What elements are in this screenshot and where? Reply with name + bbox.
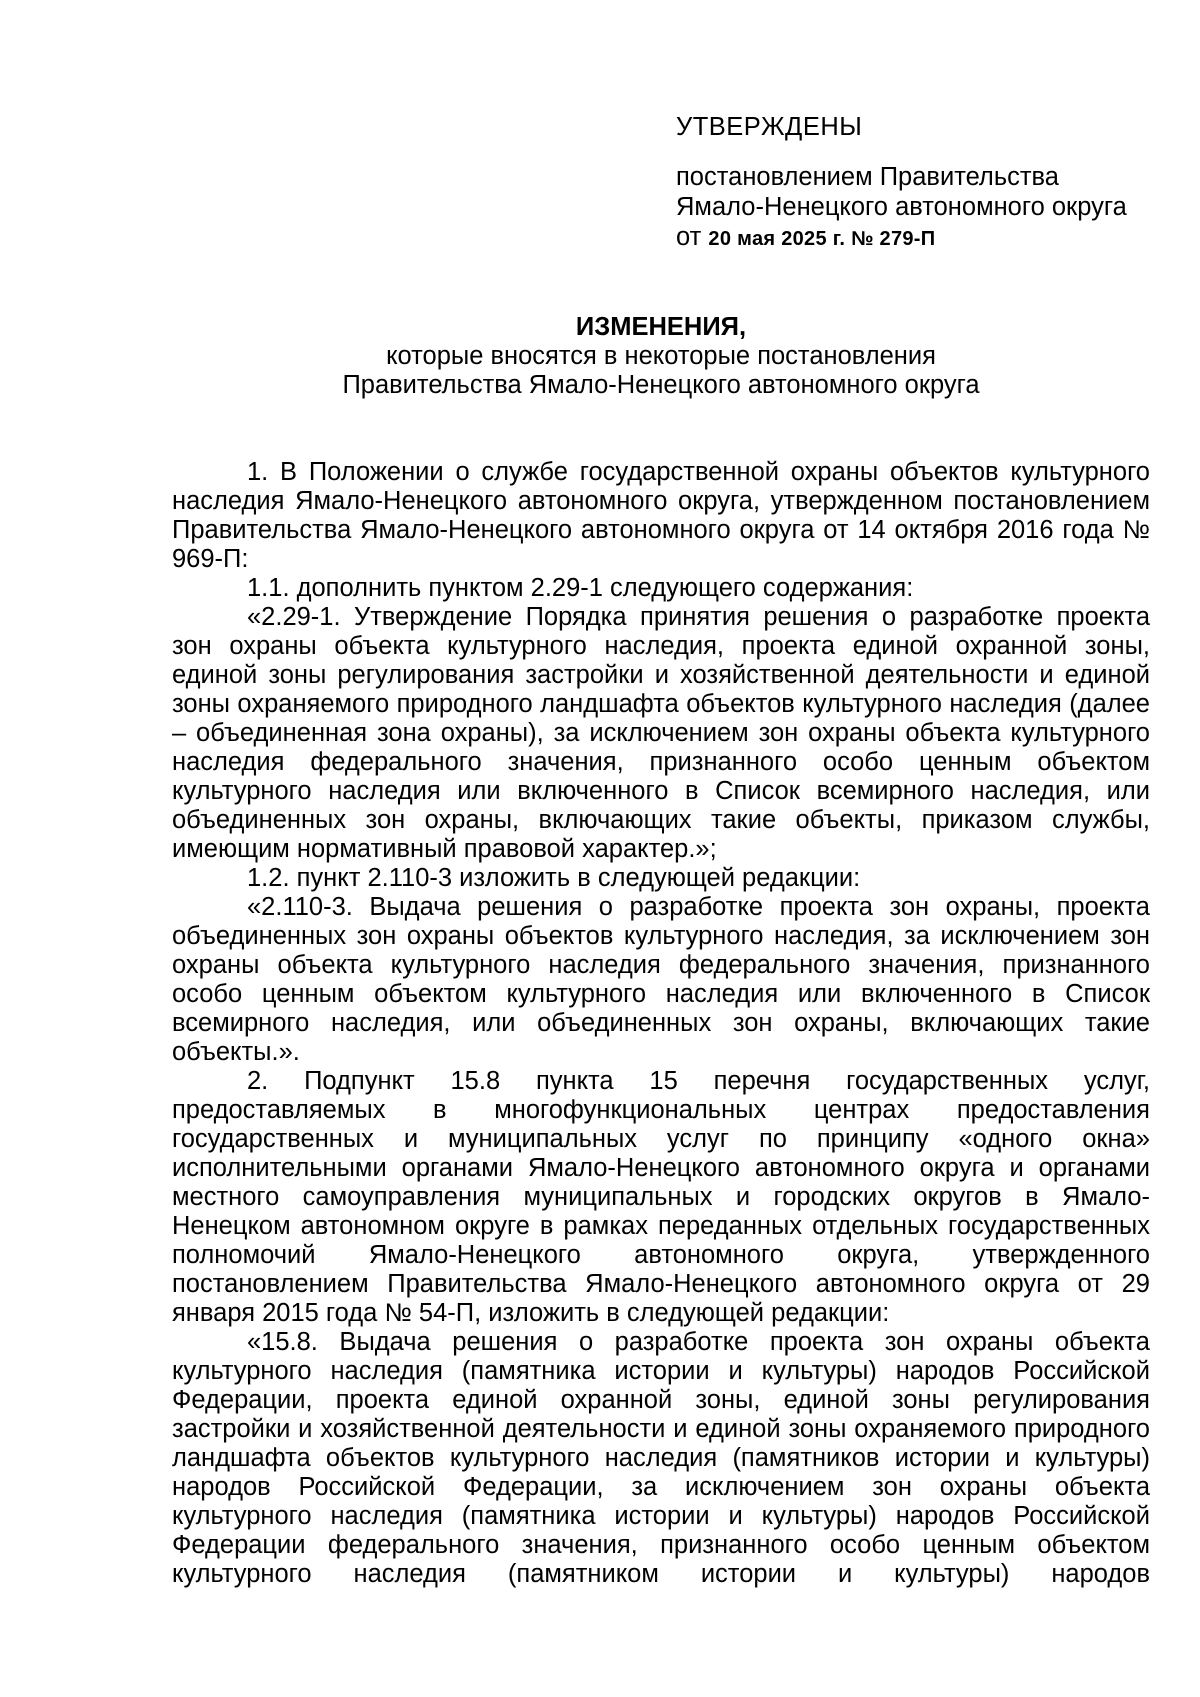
- approval-date-number: 20 мая 2025 г. № 279-П: [708, 228, 936, 250]
- approval-line-1: постановлением Правительства: [676, 163, 1059, 191]
- approval-block: [676, 112, 1176, 254]
- approval-line-2: Ямало-Ненецкого автономного округа: [676, 193, 1127, 221]
- approval-date-line: [676, 222, 1176, 254]
- approval-date-prefix: от: [676, 223, 702, 251]
- paragraph-1: 1. В Положении о службе государственной охраны объектов культурного наследия Ямало-Ненецкого автономного округа, утвержденном постановлением Правительства Ямало-Ненецкого автономного округа от 14 октября 2016 года № 969-П:: [172, 458, 1150, 573]
- document-heading: [172, 313, 1150, 400]
- paragraph-2: 2. Подпункт 15.8 пункта 15 перечня государственных услуг, предоставляемых в многофункциональных центрах предоставления государственных и муниципальных услуг по принципу «одного окна» исполнительными органами Ямало-Ненецкого автономного округа и органами местного самоуправления муниципальных и городских округов в Ямало-Ненецком автономном округе в рамках переданных отдельных государственных полномочий Ямало-Ненецкого автономного округа, утвержденного постановлением Правительства Ямало-Ненецкого автономного округа от 29 января 2015 года № 54-П, изложить в следующей редакции:: [172, 1067, 1150, 1327]
- document-title: ИЗМЕНЕНИЯ,: [575, 313, 747, 341]
- document-subtitle-line-1: которые вносятся в некоторые постановления: [386, 342, 936, 370]
- paragraph-1-2: 1.2. пункт 2.110-3 изложить в следующей редакции:: [247, 864, 861, 892]
- approved-label: УТВЕРЖДЕНЫ: [676, 113, 863, 141]
- paragraph-15-8-text: «15.8. Выдача решения о разработке проекта зон охраны объекта культурного наследия (памятника истории и культуры) народов Российской Федерации, проекта единой охранной зоны, единой зоны регулирования застройки и хозяйственной деятельности и единой зоны охраняемого природного ландшафта объектов культурного наследия (памятников истории и культуры) народов Российской Федерации, за исключением зон охраны объекта культурного наследия (памятника истории и культуры) народов Российской Федерации федерального значения, признанного особо ценным объектом культурного наследия (памятником истории и культуры) народов: [172, 1328, 1150, 1588]
- document-subtitle-line-2: Правительства Ямало-Ненецкого автономного округа: [342, 371, 980, 399]
- document-body: [172, 458, 1150, 1589]
- paragraph-1-1: 1.1. дополнить пунктом 2.29-1 следующего содержания:: [247, 574, 914, 602]
- paragraph-2-29-1-text: «2.29-1. Утверждение Порядка принятия решения о разработке проекта зон охраны объекта культурного наследия, проекта единой охранной зоны, единой зоны регулирования застройки и хозяйственной деятельности и единой зоны охраняемого природного ландшафта объектов культурного наследия (далее – объединенная зона охраны), за исключением зон охраны объекта культурного наследия федерального значения, признанного особо ценным объектом культурного наследия или включенного в Список всемирного наследия, или объединенных зон охраны, включающих такие объекты, приказом службы, имеющим нормативный правовой характер.»;: [172, 603, 1150, 863]
- paragraph-2-110-3-text: «2.110-3. Выдача решения о разработке проекта зон охраны, проекта объединенных зон охраны объектов культурного наследия, за исключением зон охраны объекта культурного наследия федерального значения, признанного особо ценным объектом культурного наследия или включенного в Список всемирного наследия, или объединенных зон охраны, включающих такие объекты.».: [172, 893, 1150, 1066]
